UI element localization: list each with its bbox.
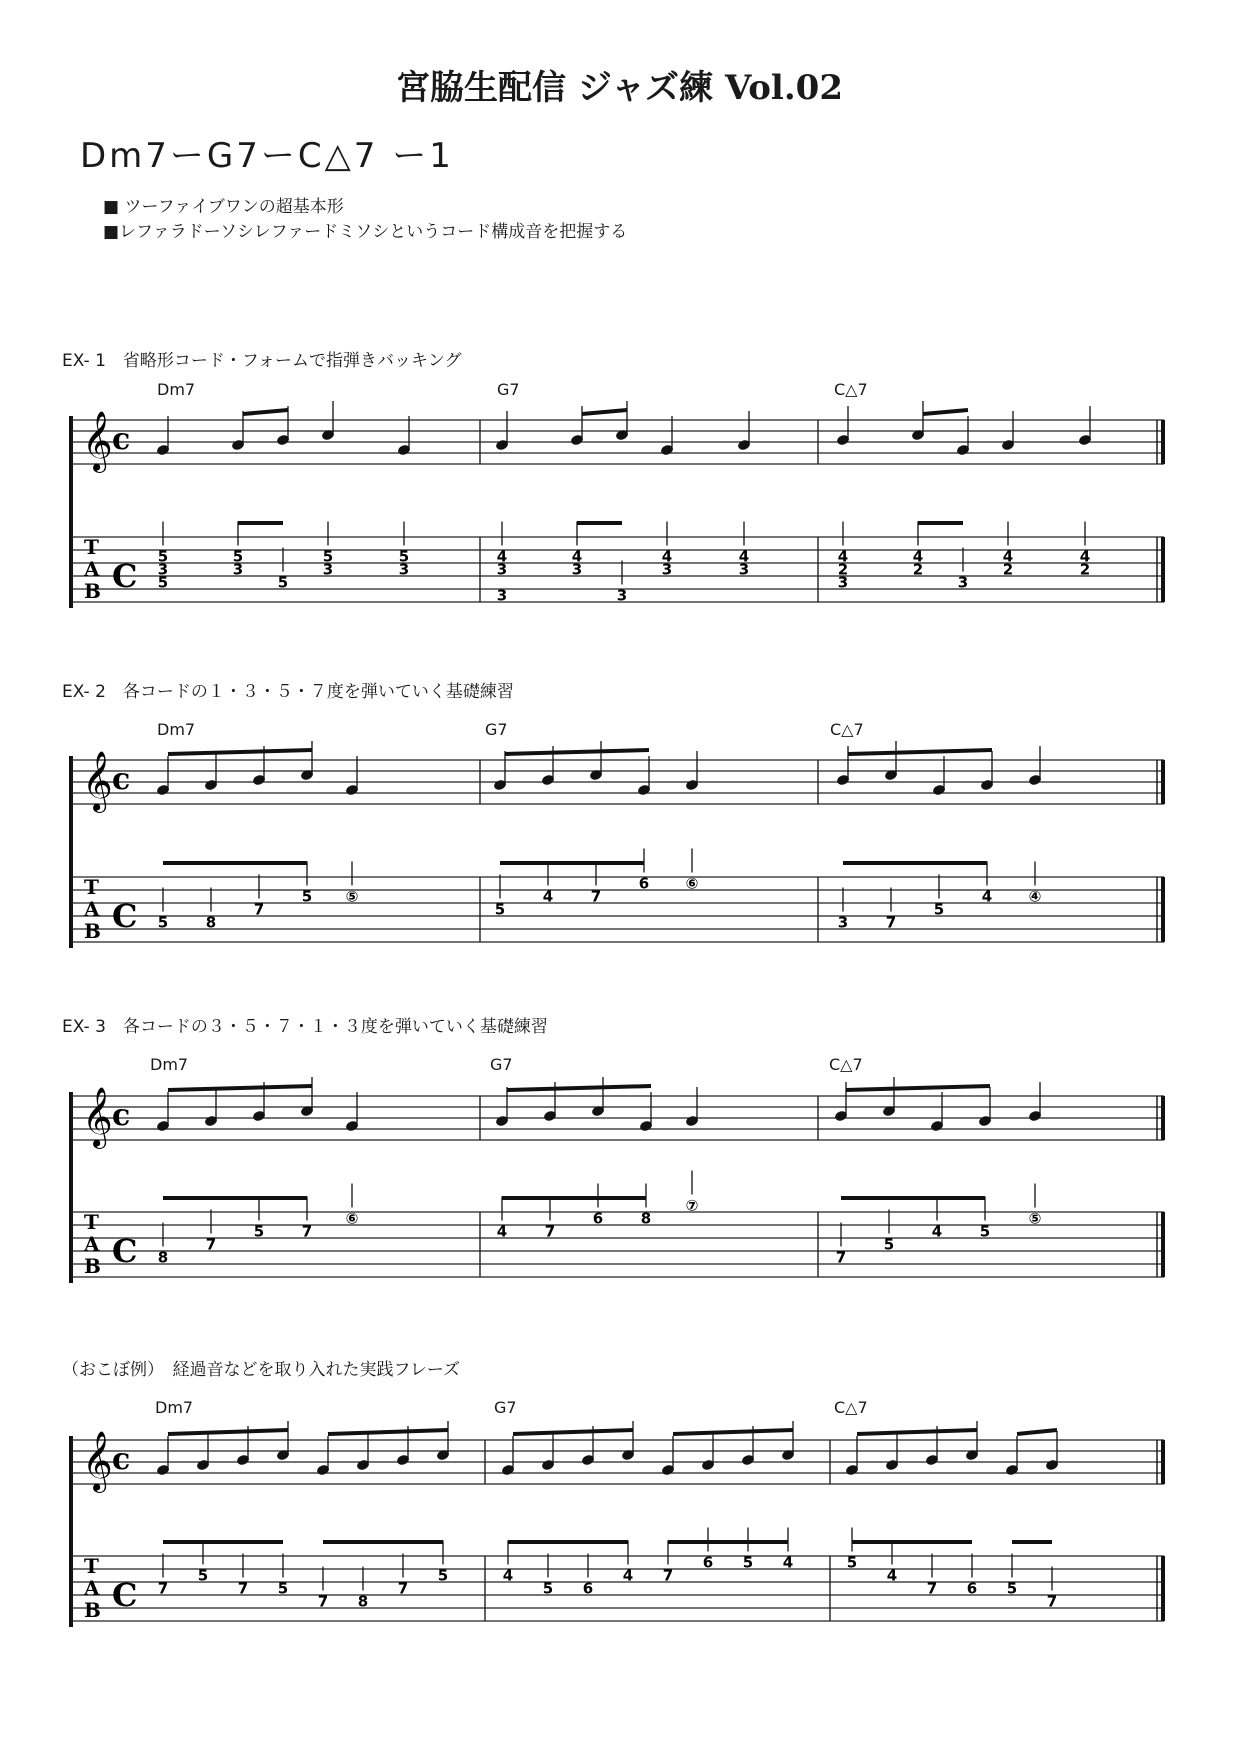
tab-time-signature: C [112,557,138,595]
tab-number: 4 [496,1222,508,1241]
chord-symbol: C△7 [830,720,864,739]
tab-number: 4 [738,547,750,566]
tab-number: 7 [835,1248,847,1267]
example-4-label: （おこぼ例） 経過音などを取り入れた実践フレーズ [62,1360,460,1380]
tab-letter: T [84,535,99,559]
tab-number: 8 [205,913,217,932]
tab-number: 3 [496,586,508,605]
time-signature: c [112,1442,131,1477]
tab-number: 6 [966,1579,978,1598]
chord-symbol: G7 [490,1055,513,1074]
tab-number: 5 [277,573,289,592]
tab-number: 4 [571,547,583,566]
score-system [71,1421,1164,1627]
chord-symbol: Dm7 [155,1398,194,1417]
tab-number: 3 [738,560,750,579]
tab-time-signature: C [112,1232,138,1270]
tab-number: 5 [157,547,169,566]
tab-number: 3 [398,560,410,579]
tab-letter: B [84,1598,101,1622]
tab-number: 7 [397,1579,409,1598]
note-beam [168,1430,288,1434]
note-beam [923,410,968,414]
bullet-item: ■レファラドーソシレファードミソシというコード構成音を把握する [103,222,628,242]
tab-number: 4 [502,1566,514,1585]
tab-number: ⑤ [345,887,359,906]
note-beam [848,750,992,754]
tab-letter: A [84,897,100,921]
tab-number: 5 [277,1579,289,1598]
chord-symbol: Dm7 [157,720,196,739]
tab-number: 3 [496,560,508,579]
note-beam [857,1430,977,1434]
chord-symbol: C△7 [829,1055,863,1074]
score-system [71,1077,1164,1283]
score-system [71,401,1164,608]
tab-number: 7 [253,900,265,919]
tab-number: 7 [590,887,602,906]
note-beam [513,1430,633,1434]
example-1-label: EX- 1 省略形コード・フォームで指弾きバッキング [62,351,462,371]
tab-number: 3 [571,560,583,579]
tab-number: 3 [157,560,169,579]
tab-number: 6 [592,1209,604,1228]
score-system [71,741,1164,948]
tab-number: ⑤ [1028,1209,1042,1228]
tab-number: 4 [886,1566,898,1585]
tab-number: 4 [622,1566,634,1585]
chord-symbol: G7 [485,720,508,739]
tab-number: 4 [1002,547,1014,566]
tab-number: 5 [157,913,169,932]
chord-symbol: C△7 [834,380,868,399]
tab-number: 4 [931,1222,943,1241]
tab-number: 5 [232,547,244,566]
tab-number: 4 [981,887,993,906]
tab-time-signature: C [112,897,138,935]
tab-number: 6 [638,874,650,893]
tab-number: 5 [742,1553,754,1572]
tab-number: ⑥ [685,874,699,893]
note-beam [168,750,312,754]
note-beam [846,1086,990,1090]
chord-symbol: Dm7 [150,1055,189,1074]
tab-number: 7 [237,1579,249,1598]
tab-number: 7 [317,1592,329,1611]
tab-letter: A [84,1232,100,1256]
treble-clef-icon: 𝄞 [82,1087,113,1147]
tab-number: 4 [496,547,508,566]
note-beam [505,750,649,754]
tab-number: 6 [702,1553,714,1572]
tab-number: 2 [837,560,849,579]
tab-number: 4 [837,547,849,566]
tab-number: 3 [616,586,628,605]
tab-number: 5 [979,1222,991,1241]
tab-number: 7 [662,1566,674,1585]
tab-number: 5 [301,887,313,906]
tab-number: 3 [837,573,849,592]
time-signature: c [112,1098,131,1133]
tab-number: 2 [912,560,924,579]
chord-symbol: Dm7 [157,380,196,399]
note-beam [1017,1430,1057,1434]
tab-letter: T [84,1554,99,1578]
tab-number: 5 [846,1553,858,1572]
tab-number: 5 [1006,1579,1018,1598]
note-beam [168,1086,312,1090]
page-title: 宮脇生配信 ジャズ練 Vol.02 [396,68,843,108]
treble-clef-icon: 𝄞 [82,1431,113,1491]
tab-number: 5 [157,573,169,592]
tab-number: 7 [1046,1592,1058,1611]
note-beam [243,410,288,414]
tab-number: 5 [494,900,506,919]
tab-number: 5 [437,1566,449,1585]
tab-number: 5 [253,1222,265,1241]
tab-letter: B [84,579,101,603]
tab-number: 3 [322,560,334,579]
chord-symbol: G7 [497,380,520,399]
tab-number: 3 [661,560,673,579]
tab-time-signature: C [112,1576,138,1614]
tab-number: 4 [542,887,554,906]
tab-number: 5 [197,1566,209,1585]
tab-number: 5 [398,547,410,566]
tab-number: 5 [933,900,945,919]
tab-number: 7 [301,1222,313,1241]
tab-number: 3 [837,913,849,932]
tab-number: 8 [640,1209,652,1228]
tab-number: 2 [1002,560,1014,579]
note-beam [673,1430,793,1434]
chord-symbol: C△7 [834,1398,868,1417]
time-signature: c [112,422,131,457]
tab-number: 4 [661,547,673,566]
tab-letter: A [84,1576,100,1600]
tab-number: 8 [157,1248,169,1267]
tab-number: 4 [782,1553,794,1572]
tab-number: 7 [157,1579,169,1598]
tab-number: 3 [232,560,244,579]
tab-number: 3 [957,573,969,592]
tab-letter: T [84,1210,99,1234]
tab-letter: A [84,557,100,581]
tab-letter: B [84,919,101,943]
tab-number: 5 [542,1579,554,1598]
tab-letter: T [84,875,99,899]
tab-number: 8 [357,1592,369,1611]
example-2-label: EX- 2 各コードの１・３・５・７度を弾いていく基礎練習 [62,682,514,702]
tab-letter: B [84,1254,101,1278]
tab-number: 7 [544,1222,556,1241]
tab-number: 4 [912,547,924,566]
note-beam [582,410,627,414]
tab-number: ④ [1028,887,1042,906]
tab-number: ⑥ [345,1209,359,1228]
tab-number: 5 [322,547,334,566]
tab-number: 7 [926,1579,938,1598]
note-beam [328,1430,448,1434]
tab-number: 7 [205,1235,217,1254]
tab-number: 2 [1079,560,1091,579]
tab-number: 7 [885,913,897,932]
bullet-item: ■ ツーファイブワンの超基本形 [103,197,344,217]
tab-number: ⑦ [685,1196,699,1215]
treble-clef-icon: 𝄞 [82,751,113,811]
tab-number: 5 [883,1235,895,1254]
tab-number: 4 [1079,547,1091,566]
note-beam [507,1086,651,1090]
example-3-label: EX- 3 各コードの３・５・７・１・３度を弾いていく基礎練習 [62,1017,548,1037]
treble-clef-icon: 𝄞 [82,411,113,471]
progression-heading: Dm7ーG7ーC△7 ー1 [80,136,454,176]
time-signature: c [112,762,131,797]
tab-number: 6 [582,1579,594,1598]
chord-symbol: G7 [494,1398,517,1417]
